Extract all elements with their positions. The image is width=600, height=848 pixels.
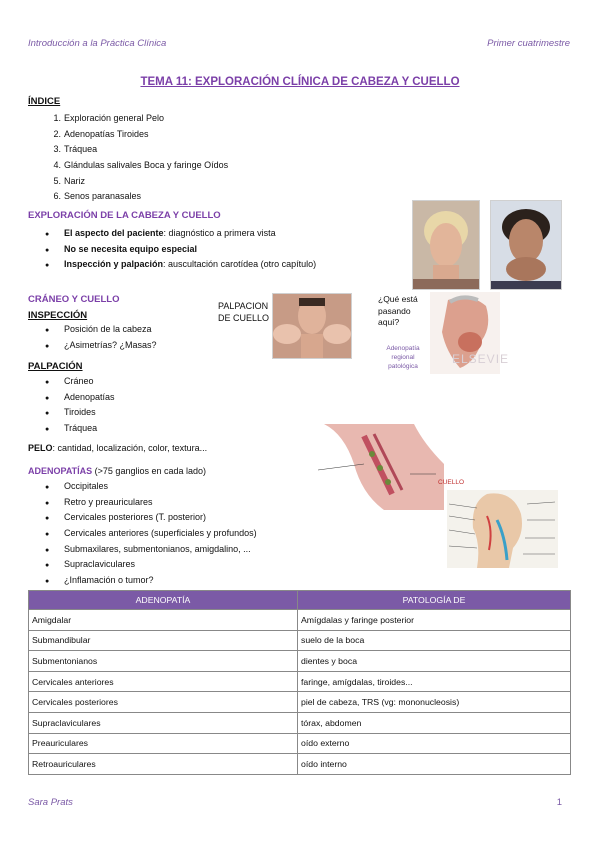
- list-item: 6. Senos paranasales: [53, 191, 142, 202]
- list-item: ● Posición de la cabeza: [64, 322, 157, 338]
- que-esta-label: ¿Qué está pasando aquí?: [378, 294, 418, 327]
- table-row: [29, 630, 571, 651]
- table-cell: Retroauriculares: [29, 754, 298, 775]
- list-item: 1. Exploración general Pelo: [53, 113, 165, 123]
- adenopatias-list: [64, 479, 257, 589]
- list-item: ● Retro y preauriculares: [64, 495, 257, 511]
- list-item: 4. Glándulas salivales Boca y faringe Oídos: [53, 160, 229, 171]
- table-header-patologia: PATOLOGÍA DE: [298, 591, 571, 610]
- list-item: ● Cervicales anteriores (superficiales y profundos): [64, 526, 257, 542]
- list-item: 5. Nariz: [53, 175, 86, 186]
- table-cell: suelo de la boca: [298, 630, 571, 651]
- table-row: [29, 610, 571, 631]
- adenopatia-table: [28, 590, 571, 775]
- index-heading: ÍNDICE: [28, 96, 61, 107]
- table-cell: Cervicales posteriores: [29, 692, 298, 713]
- list-item: ● Tiroides: [64, 405, 115, 421]
- patient-photo-woman-2: [490, 200, 562, 290]
- patient-photo-woman-1: [412, 200, 480, 290]
- adenopatia-regional-label: Adenopatía regional patológica: [386, 345, 420, 370]
- neck-lymph-anatomy-image: [314, 424, 444, 510]
- table-cell: faringe, amígdalas, tiroides...: [298, 671, 571, 692]
- page-number: 1: [556, 797, 562, 808]
- header-left: Introducción a la Práctica Clínica: [28, 38, 167, 49]
- table-row: [29, 754, 571, 775]
- table-header-row: [29, 591, 571, 610]
- table-header-adenopatia: ADENOPATÍA: [29, 591, 298, 610]
- table-cell: Submentonianos: [29, 651, 298, 672]
- watermark: ELSEVIE: [452, 352, 510, 366]
- exploracion-list: [64, 226, 316, 273]
- lymph-drainage-diagram: [447, 490, 558, 568]
- table-cell: Submandibular: [29, 630, 298, 651]
- list-item: ● Tráquea: [64, 421, 115, 437]
- table-row: [29, 733, 571, 754]
- table-row: [29, 692, 571, 713]
- table-cell: Cervicales anteriores: [29, 671, 298, 692]
- exploracion-heading: EXPLORACIÓN DE LA CABEZA Y CUELLO: [28, 210, 221, 221]
- table-cell: piel de cabeza, TRS (vg: mononucleosis): [298, 692, 571, 713]
- table-row: [29, 712, 571, 733]
- list-item: 3. Tráquea: [53, 144, 98, 155]
- list-item: ● ¿Inflamación o tumor?: [64, 573, 257, 589]
- list-item: ● Occipitales: [64, 479, 257, 495]
- craneo-heading: CRÁNEO Y CUELLO: [28, 294, 120, 305]
- list-item: ● Cráneo: [64, 374, 115, 390]
- footer-author: Sara Prats: [28, 797, 73, 808]
- palpacion-heading: PALPACIÓN: [28, 361, 83, 372]
- pelo-line: PELO: cantidad, localización, color, textura...: [28, 443, 208, 453]
- table-row: [29, 671, 571, 692]
- page-title: TEMA 11: EXPLORACIÓN CLÍNICA DE CABEZA Y CUELLO: [140, 76, 460, 88]
- neck-palpation-photo: [272, 293, 352, 359]
- list-item: ● No se necesita equipo especial: [64, 242, 316, 258]
- table-cell: Preauriculares: [29, 733, 298, 754]
- list-item: ● Supraclaviculares: [64, 557, 257, 573]
- table-cell: Amígdalas y faringe posterior: [298, 610, 571, 631]
- list-item: 2. Adenopatías Tiroides: [53, 128, 149, 139]
- adenopatias-heading: ADENOPATÍAS (>75 ganglios en cada lado): [28, 466, 207, 476]
- table-cell: Supraclaviculares: [29, 712, 298, 733]
- header-right: Primer cuatrimestre: [487, 38, 570, 49]
- list-item: ● Submaxilares, submentonianos, amigdalino, ...: [64, 542, 257, 558]
- list-item: ● Cervicales posteriores (T. posterior): [64, 510, 257, 526]
- table-row: [29, 651, 571, 672]
- list-item: ● El aspecto del paciente: diagnóstico a primera vista: [64, 226, 316, 242]
- index-list: [53, 111, 229, 205]
- palpacion-list: [64, 374, 115, 437]
- list-item: ● Adenopatías: [64, 390, 115, 406]
- table-cell: oído externo: [298, 733, 571, 754]
- table-cell: oído interno: [298, 754, 571, 775]
- table-cell: tórax, abdomen: [298, 712, 571, 733]
- inspeccion-heading: INSPECCIÓN: [28, 310, 88, 321]
- list-item: ● ¿Asimetrías? ¿Masas?: [64, 338, 157, 354]
- palpacion-cuello-label: PALPACION DE CUELLO: [218, 301, 270, 323]
- cuello-label: CUELLO: [438, 479, 465, 486]
- table-cell: Amigdalar: [29, 610, 298, 631]
- list-item: ● Inspección y palpación: auscultación carotídea (otro capítulo): [64, 257, 316, 273]
- table-cell: dientes y boca: [298, 651, 571, 672]
- inspeccion-list: [64, 322, 157, 353]
